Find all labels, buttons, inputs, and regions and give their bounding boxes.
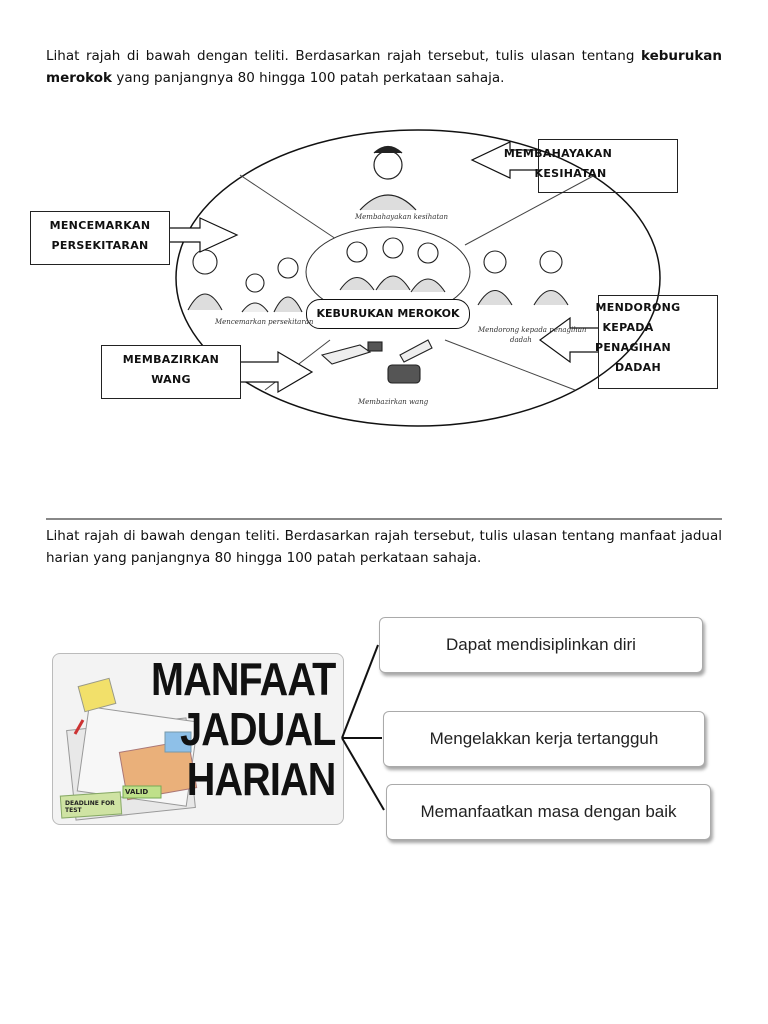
label-line: DADAH xyxy=(615,361,661,374)
sticky-note-1: VALID xyxy=(125,788,149,796)
intro-text-1a: Lihat rajah di bawah dengan teliti. Berdasarkan rajah tersebut, tulis ulasan tentang xyxy=(46,48,635,64)
benefit-box-2: Mengelakkan kerja tertangguh xyxy=(383,711,705,767)
question-2-text: Lihat rajah di bawah dengan teliti. Berdasarkan rajah tersebut, tulis ulasan tentang manfaat jadual harian yang panjangnya 80 hingga 100 patah perkataan sahaja. xyxy=(46,528,722,566)
benefit-box-1: Dapat mendisiplinkan diri xyxy=(379,617,703,673)
caption-right-2: dadah xyxy=(510,336,532,344)
label-line: KESIHATAN xyxy=(534,167,607,180)
schedule-title-card xyxy=(52,653,344,825)
label-line: PENAGIHAN xyxy=(594,341,672,354)
label-line: MENCEMARKAN xyxy=(49,219,151,232)
title-line: JADUAL xyxy=(179,703,335,755)
label-line: MEMBAZIRKAN xyxy=(122,353,220,366)
intro-text-1b: yang panjangnya 80 hingga 100 patah perkataan sahaja. xyxy=(116,70,505,86)
label-line: WANG xyxy=(151,373,191,386)
caption-top: Membahayakan kesihatan xyxy=(355,213,448,221)
label-line: KEPADA xyxy=(602,321,654,334)
benefit-box-3: Memanfaatkan masa dengan baik xyxy=(386,784,711,840)
label-line: MENDORONG xyxy=(595,301,681,314)
title-line: MANFAAT xyxy=(150,653,335,705)
label-mencemarkan xyxy=(30,211,170,265)
sticky-note-2: DEADLINE FOR TEST xyxy=(65,800,115,814)
label-line: MEMBAHAYAKAN xyxy=(503,147,613,160)
center-label: KEBURUKAN MEROKOK xyxy=(306,299,470,329)
section-divider xyxy=(46,518,722,520)
caption-bottom: Membazirkan wang xyxy=(358,398,429,406)
intro-text-bold: keburukan merokok xyxy=(46,48,723,86)
label-line: PERSEKITARAN xyxy=(51,239,149,252)
label-membahayakan xyxy=(503,139,678,193)
caption-right-1: Mendorong kepada penagihan xyxy=(478,326,587,334)
caption-left: Mencemarkan persekitaran xyxy=(215,318,314,326)
schedule-title xyxy=(151,654,335,804)
title-line: HARIAN xyxy=(186,753,335,805)
label-mendorong xyxy=(594,295,718,389)
label-membazirkan xyxy=(101,345,241,399)
